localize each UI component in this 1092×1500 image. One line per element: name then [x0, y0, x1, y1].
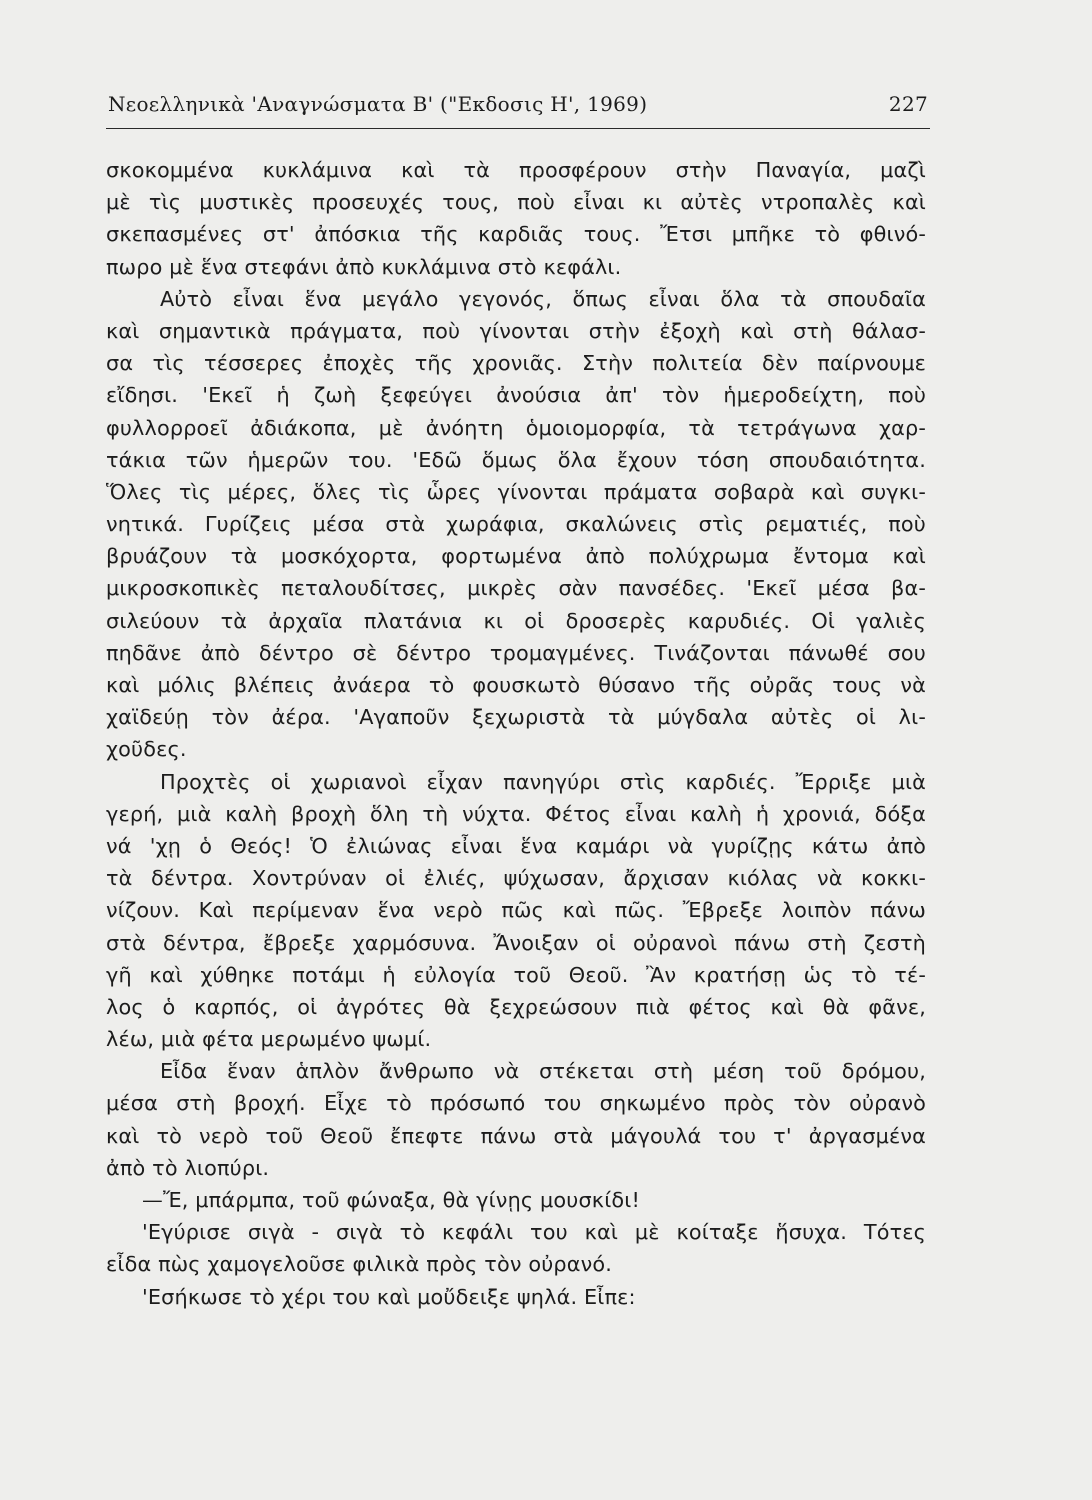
- text-line: μέσα στὴ βροχή. Εἶχε τὸ πρόσωπό του σηκωμένο πρὸς τὸν οὐρανὸ: [106, 1091, 926, 1116]
- text-line: γῆ καὶ χύθηκε ποτάμι ἡ εὐλογία τοῦ Θεοῦ. Ἂν κρατήσῃ ὡς τὸ τέ-: [106, 962, 926, 987]
- text-line: σκοκομμένα κυκλάμινα καὶ τὰ προσφέρουν στὴν Παναγία, μαζὶ: [106, 158, 926, 182]
- text-line: καὶ τὸ νερὸ τοῦ Θεοῦ ἔπεφτε πάνω στὰ μάγουλά του τ' ἀργασμένα: [106, 1123, 926, 1148]
- header-rule: [106, 128, 930, 129]
- text-line: πωρο μὲ ἕνα στεφάνι ἀπὸ κυκλάμινα στὸ κεφάλι.: [106, 254, 622, 279]
- text-line: νά 'χῃ ὁ Θεός! Ὁ ἐλιώνας εἶναι ἕνα καμάρι νὰ γυρίζῃς κάτω ἀπὸ: [106, 833, 926, 858]
- text-line: νητικά. Γυρίζεις μέσα στὰ χωράφια, σκαλώνεις στὶς ρεματιές, ποὺ: [106, 512, 926, 537]
- text-line: ἀπὸ τὸ λιοπύρι.: [106, 1155, 270, 1180]
- text-line: Αὐτὸ εἶναι ἕνα μεγάλο γεγονός, ὅπως εἶναι ὅλα τὰ σπουδαῖα: [160, 286, 926, 311]
- text-line: καὶ σημαντικὰ πράγματα, ποὺ γίνονται στὴν ἐξοχὴ καὶ στὴ θάλασ-: [106, 318, 926, 343]
- running-header: [108, 92, 928, 122]
- text-line: τὰ δέντρα. Χοντρύναν οἱ ἐλιές, ψύχωσαν, ἄρχισαν κιόλας νὰ κοκκι-: [106, 866, 926, 891]
- text-line: πηδᾶνε ἀπὸ δέντρο σὲ δέντρο τρομαγμένες. Τινάζονται πάνωθέ σου: [106, 640, 926, 665]
- text-line: —Ἔ, μπάρμπα, τοῦ φώναξα, θὰ γίνῃς μουσκίδι!: [142, 1188, 640, 1212]
- text-line: φυλλορροεῖ ἀδιάκοπα, μὲ ἀνόητη ὁμοιομορφία, τὰ τετράγωνα χαρ-: [106, 415, 926, 440]
- text-line: λος ὁ καρπός, οἱ ἀγρότες θὰ ξεχρεώσουν πιὰ φέτος καὶ θὰ φᾶνε,: [106, 994, 926, 1019]
- text-line: μὲ τὶς μυστικὲς προσευχές τους, ποὺ εἶναι κι αὐτὲς ντροπαλὲς καὶ: [106, 190, 926, 215]
- text-line: βρυάζουν τὰ μοσκόχορτα, φορτωμένα ἀπὸ πολύχρωμα ἔντομα καὶ: [106, 544, 926, 569]
- text-line: σα τὶς τέσσερες ἐποχὲς τῆς χρονιᾶς. Στὴν πολιτεία δὲν παίρνουμε: [106, 351, 926, 376]
- text-line: νίζουν. Καὶ περίμεναν ἕνα νερὸ πῶς καὶ πῶς. Ἔβρεξε λοιπὸν πάνω: [106, 898, 926, 923]
- text-line: Ὅλες τὶς μέρες, ὅλες τὶς ὧρες γίνονται πράματα σοβαρὰ καὶ συγκι-: [106, 479, 926, 504]
- text-line: 'Εγύρισε σιγὰ - σιγὰ τὸ κεφάλι του καὶ μὲ κοίταξε ἥσυχα. Τότες: [142, 1220, 926, 1245]
- text-line: λέω, μιὰ φέτα μερωμένο ψωμί.: [106, 1027, 432, 1052]
- text-line: 'Εσήκωσε τὸ χέρι του καὶ μοὔδειξε ψηλά. Εἶπε:: [142, 1284, 636, 1309]
- text-line: χαϊδεύῃ τὸν ἀέρα. 'Αγαποῦν ξεχωριστὰ τὰ μύγδαλα αὐτὲς οἱ λι-: [106, 705, 926, 730]
- text-line: καὶ μόλις βλέπεις ἀνάερα τὸ φουσκωτὸ θύσανο τῆς οὐρᾶς τους νὰ: [106, 673, 926, 697]
- body-text: [106, 154, 926, 1313]
- text-line: Προχτὲς οἱ χωριανοὶ εἶχαν πανηγύρι στὶς καρδιές. Ἔρριξε μιὰ: [160, 769, 926, 794]
- page-number: 227: [888, 92, 928, 116]
- text-line: στὰ δέντρα, ἔβρεξε χαρμόσυνα. Ἄνοιξαν οἱ οὐρανοὶ πάνω στὴ ζεστὴ: [106, 930, 926, 955]
- text-line: σιλεύουν τὰ ἀρχαῖα πλατάνια κι οἱ δροσερὲς καρυδιές. Οἱ γαλιὲς: [106, 608, 926, 633]
- text-line: χοῦδες.: [106, 737, 187, 762]
- text-line: εἴδησι. 'Εκεῖ ἡ ζωὴ ξεφεύγει ἀνούσια ἀπ' τὸν ἡμεροδείχτη, ποὺ: [106, 383, 926, 408]
- text-line: τάκια τῶν ἡμερῶν του. 'Εδῶ ὅμως ὅλα ἔχουν τόση σπουδαιότητα.: [106, 447, 926, 472]
- text-line: εἶδα πὼς χαμογελοῦσε φιλικὰ πρὸς τὸν οὐρανό.: [106, 1252, 613, 1277]
- text-line: μικροσκοπικὲς πεταλουδίτσες, μικρὲς σὰν πανσέδες. 'Εκεῖ μέσα βα-: [106, 576, 926, 601]
- text-line: Εἶδα ἕναν ἁπλὸν ἄνθρωπο νὰ στέκεται στὴ μέση τοῦ δρόμου,: [160, 1059, 926, 1084]
- text-line: γερή, μιὰ καλὴ βροχὴ ὅλη τὴ νύχτα. Φέτος εἶναι καλὴ ἡ χρονιά, δόξα: [106, 801, 926, 826]
- text-line: σκεπασμένες στ' ἀπόσκια τῆς καρδιᾶς τους. Ἔτσι μπῆκε τὸ φθινό-: [106, 222, 926, 247]
- running-title: Νεοελληνικὰ 'Αναγνώσματα Β' ("Εκδοσις Η', 1969): [108, 92, 648, 116]
